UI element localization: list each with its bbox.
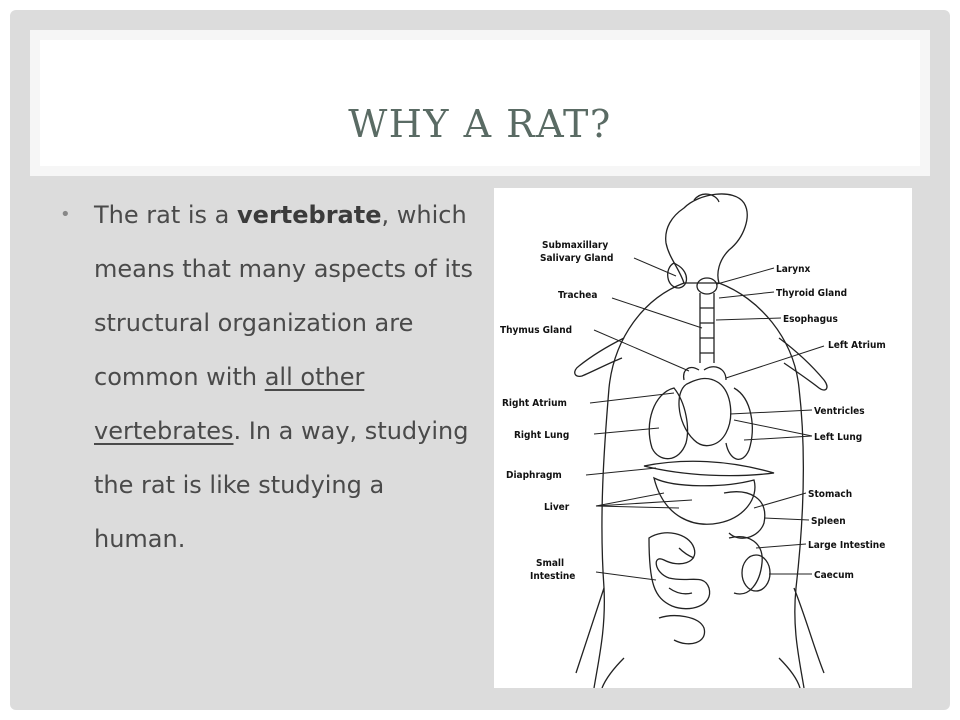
label-liver: Liver: [544, 502, 570, 513]
label-esophagus: Esophagus: [783, 314, 838, 325]
label-thymus-gland: Thymus Gland: [500, 325, 573, 336]
rat-anatomy-svg: [494, 188, 912, 688]
label-caecum: Caecum: [814, 570, 854, 581]
leader-lines: [586, 258, 824, 580]
title-box: [40, 40, 920, 166]
label-diaphragm: Diaphragm: [506, 470, 562, 481]
label-salivary-gland: Salivary Gland: [540, 253, 614, 264]
label-ventricles: Ventricles: [814, 406, 865, 417]
label-large-intestine: Large Intestine: [808, 540, 886, 551]
rat-anatomy-diagram: [494, 188, 912, 688]
title-band: [30, 30, 930, 176]
label-left-lung: Left Lung: [814, 432, 863, 443]
bullet-bold-term: vertebrate: [237, 201, 382, 229]
label-stomach: Stomach: [808, 489, 853, 500]
bullet-underlined-term: all other vertebrates: [94, 363, 365, 445]
label-thyroid-gland: Thyroid Gland: [776, 288, 848, 299]
label-trachea: Trachea: [558, 290, 598, 301]
label-right-atrium: Right Atrium: [502, 398, 567, 409]
bullet-text-part1: The rat is a: [94, 201, 238, 229]
bullet-text-part2: , which means that many aspects of its structural organization are common with: [94, 201, 473, 391]
bullet-marker: •: [60, 204, 71, 225]
label-right-lung: Right Lung: [514, 430, 570, 441]
label-submaxillary: Submaxillary: [542, 240, 609, 251]
label-larynx: Larynx: [776, 264, 811, 275]
label-intestine: Intestine: [530, 571, 576, 582]
bullet-text-part3: . In a way, studying the rat is like studying a human.: [94, 417, 469, 553]
bullet-text: [60, 188, 480, 566]
slide-title: WHY A RAT?: [348, 102, 612, 146]
label-left-atrium: Left Atrium: [828, 340, 886, 351]
bullet-list: [60, 188, 480, 566]
label-small: Small: [536, 558, 565, 569]
label-spleen: Spleen: [811, 516, 846, 527]
